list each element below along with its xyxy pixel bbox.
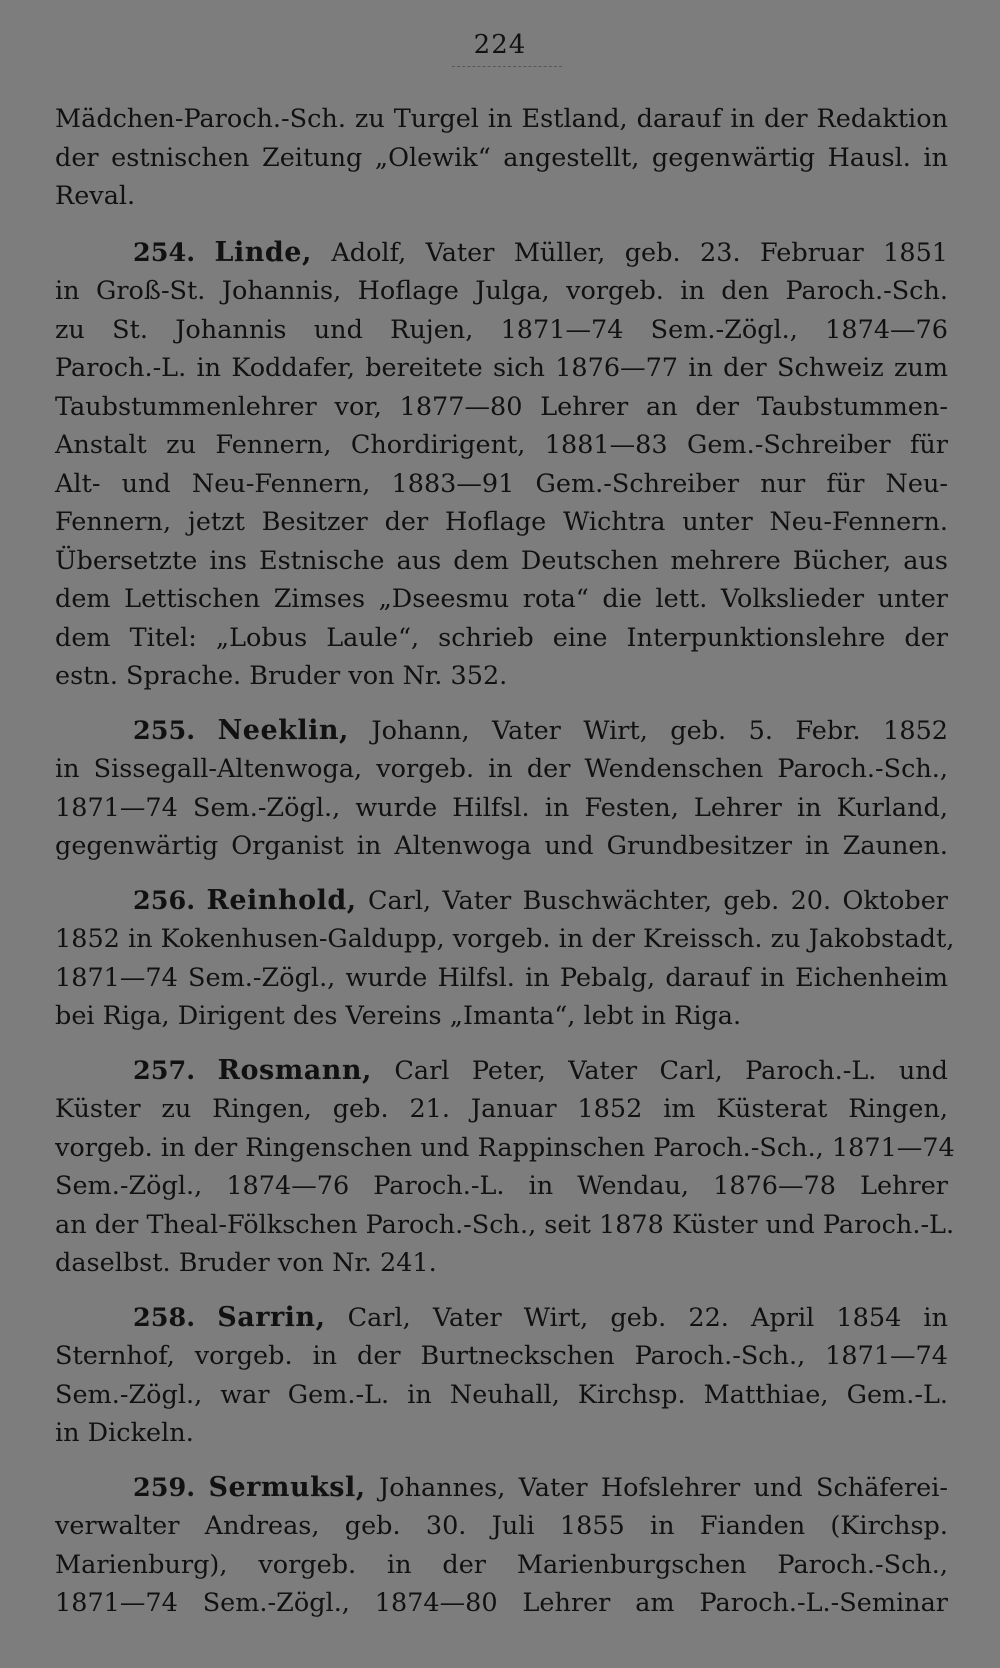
text-line: dem Lettischen Zimses „Dseesmu rota“ die lett. Volkslieder unter: [55, 584, 948, 614]
entry-255: [55, 712, 948, 866]
text-line: an der Theal-Fölkschen Paroch.-Sch., seit 1878 Küster und Paroch.-L.: [55, 1209, 955, 1240]
text-line: gegenwärtig Organist in Altenwoga und Grundbesitzer in Zaunen.: [55, 831, 948, 861]
text-line: bei Riga, Dirigent des Vereins „Imanta“, lebt in Riga.: [55, 1001, 742, 1031]
text-line: in Dickeln.: [55, 1418, 194, 1448]
text-line: estn. Sprache. Bruder von Nr. 352.: [55, 661, 508, 691]
entry-heading-line: [55, 234, 948, 273]
text-line: Sem.-Zögl., war Gem.-L. in Neuhall, Kirchsp. Matthiae, Gem.-L.: [55, 1379, 948, 1410]
entry-surname: Sermuksl,: [208, 1471, 366, 1503]
text-line: dem Titel: „Lobus Laule“, schrieb eine Interpunktionslehre der: [55, 622, 948, 653]
entry-heading-rest: Carl Peter, Vater Carl, Paroch.-L. und: [394, 1055, 948, 1086]
text-line: Sternhof, vorgeb. in der Burtneckschen Paroch.-Sch., 1871—74: [55, 1341, 948, 1371]
entry-258: [55, 1299, 948, 1453]
entry-257: [55, 1052, 955, 1283]
entry-number: 256.: [133, 885, 196, 916]
page-number: 224: [473, 30, 527, 60]
entry-number: 257.: [133, 1055, 196, 1086]
text-line: Reval.: [55, 181, 136, 211]
text-line: Übersetzte ins Estnische aus dem Deutschen mehrere Bücher, aus: [55, 545, 948, 576]
text-line: Mädchen-Paroch.-Sch. zu Turgel in Estland, darauf in der Redaktion: [55, 104, 948, 134]
text-line: 1871—74 Sem.-Zögl., wurde Hilfsl. in Festen, Lehrer in Kurland,: [55, 792, 948, 823]
entry-surname: Sarrin,: [217, 1301, 326, 1333]
text-line: in Sissegall-Altenwoga, vorgeb. in der Wendenschen Paroch.-Sch.,: [55, 754, 948, 784]
text-line: in Groß-St. Johannis, Hoflage Julga, vorgeb. in den Paroch.-Sch.: [55, 276, 948, 306]
entry-surname: Rosmann,: [217, 1054, 372, 1086]
text-line: der estnischen Zeitung „Olewik“ angestellt, gegenwärtig Hausl. in: [55, 142, 948, 173]
text-line: Paroch.-L. in Koddafer, bereitete sich 1876—77 in der Schweiz zum: [55, 353, 948, 383]
entry-heading-line: [55, 1469, 948, 1508]
text-line: verwalter Andreas, geb. 30. Juli 1855 in Fianden (Kirchsp.: [55, 1511, 948, 1541]
entry-number: 255.: [133, 715, 196, 746]
entry-heading-rest: Carl, Vater Wirt, geb. 22. April 1854 in: [347, 1302, 948, 1333]
entry-256: [55, 882, 955, 1036]
entry-259: [55, 1469, 948, 1623]
entry-heading-rest: Adolf, Vater Müller, geb. 23. Februar 1851: [331, 237, 949, 268]
text-line: Taubstummenlehrer vor, 1877—80 Lehrer an der Taubstummen-: [55, 391, 948, 422]
entry-254: [55, 234, 948, 696]
entry-number: 254.: [133, 237, 196, 268]
entry-number: 259.: [133, 1472, 196, 1503]
text-line: 1871—74 Sem.-Zögl., 1874—80 Lehrer am Paroch.-L.-Seminar: [55, 1588, 948, 1618]
entry-heading-rest: Johann, Vater Wirt, geb. 5. Febr. 1852: [371, 715, 949, 746]
text-line: 1852 in Kokenhusen-Galdupp, vorgeb. in der Kreissch. zu Jakobstadt,: [55, 924, 955, 954]
page-number-rule: [452, 66, 562, 67]
text-line: 1871—74 Sem.-Zögl., wurde Hilfsl. in Pebalg, darauf in Eichenheim: [55, 962, 948, 993]
entry-heading-rest: Johannes, Vater Hofslehrer und Schäferei-: [379, 1472, 949, 1503]
entry-heading-rest: Carl, Vater Buschwächter, geb. 20. Oktober: [367, 885, 949, 916]
page-body: [55, 100, 955, 1623]
text-line: Küster zu Ringen, geb. 21. Januar 1852 im Küsterat Ringen,: [55, 1094, 948, 1124]
entry-surname: Neeklin,: [217, 714, 349, 746]
text-line: Marienburg), vorgeb. in der Marienburgschen Paroch.-Sch.,: [55, 1549, 948, 1580]
entry-heading-line: [55, 1052, 948, 1091]
text-line: Alt- und Neu-Fennern, 1883—91 Gem.-Schreiber nur für Neu-: [55, 468, 948, 499]
text-line: zu St. Johannis und Rujen, 1871—74 Sem.-Zögl., 1874—76: [55, 314, 948, 345]
entry-heading-line: [55, 1299, 948, 1338]
entry-heading-line: [55, 712, 948, 751]
entry-number: 258.: [133, 1302, 196, 1333]
entry-heading-line: [55, 882, 948, 921]
entry-surname: Linde,: [214, 236, 312, 268]
intro-paragraph: [55, 100, 948, 216]
text-line: Sem.-Zögl., 1874—76 Paroch.-L. in Wendau, 1876—78 Lehrer: [55, 1171, 948, 1201]
text-line: daselbst. Bruder von Nr. 241.: [55, 1248, 437, 1278]
text-line: vorgeb. in der Ringenschen und Rappinschen Paroch.-Sch., 1871—74: [55, 1132, 955, 1163]
text-line: Anstalt zu Fennern, Chordirigent, 1881—83 Gem.-Schreiber für: [55, 430, 948, 460]
text-line: Fennern, jetzt Besitzer der Hoflage Wichtra unter Neu-Fennern.: [55, 507, 948, 537]
entry-surname: Reinhold,: [206, 884, 357, 916]
